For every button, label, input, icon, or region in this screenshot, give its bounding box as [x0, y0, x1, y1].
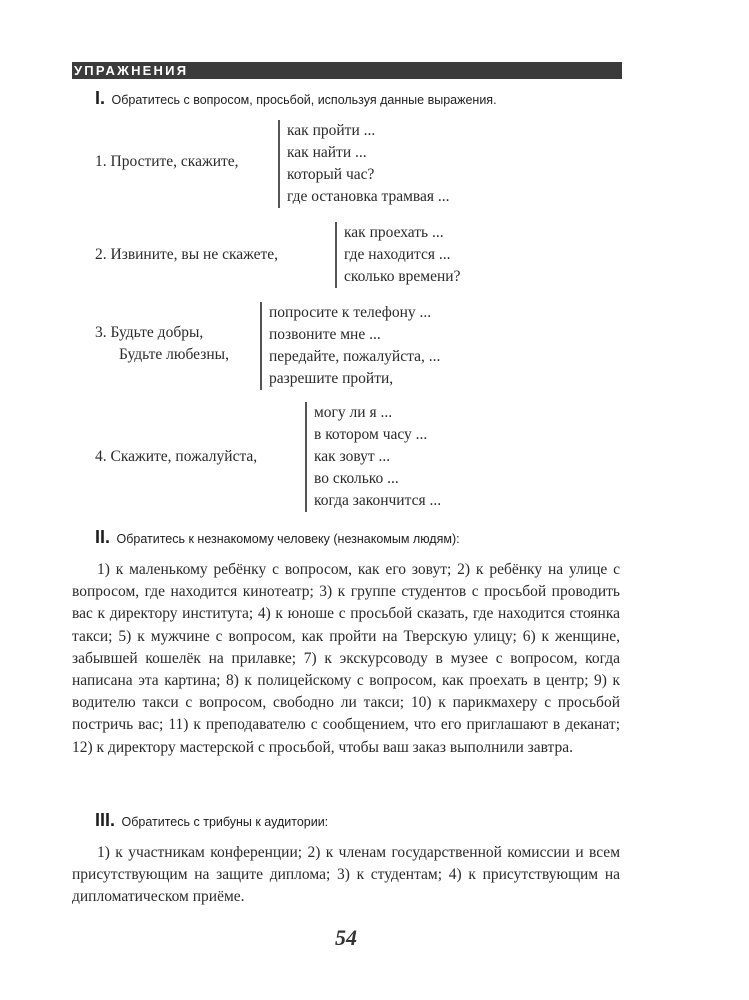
option-item: в котором часу ...: [314, 426, 428, 443]
section-1-roman: I.: [95, 88, 106, 108]
option-item: как найти ...: [287, 144, 367, 161]
section-1-title: [95, 88, 497, 109]
section-2-title-text: Обратитесь к незнакомому человеку (незнакомым людям):: [116, 532, 460, 546]
option-item: передайте, пожалуйста, ...: [269, 348, 441, 365]
option-item: могу ли я ...: [314, 404, 393, 421]
section-2-title: [95, 527, 460, 548]
page-number: 54: [335, 925, 357, 950]
exercise-lead-text: Будьте добры,: [110, 324, 204, 341]
option-item: где находится ...: [344, 246, 451, 263]
option-item: когда закончится ...: [314, 492, 442, 509]
section-2-roman: II.: [95, 527, 111, 547]
exercise-1-options: [278, 120, 450, 208]
option-item: позвоните мне ...: [269, 326, 381, 343]
exercise-4-options: [305, 402, 441, 512]
option-item: сколько времени?: [344, 268, 461, 285]
exercise-lead-text: Извините, вы не скажете,: [110, 246, 279, 263]
exercise-1-lead: [95, 151, 239, 173]
section-3-roman: III.: [95, 810, 116, 830]
exercise-3-lead-2: [119, 344, 229, 366]
option-item: как зовут ...: [314, 448, 391, 465]
exercise-3-options: [260, 302, 440, 390]
option-item: попросите к телефону ...: [269, 304, 432, 321]
option-item: во сколько ...: [314, 470, 399, 487]
exercise-number: 2.: [95, 246, 107, 263]
exercise-number: 4.: [95, 448, 107, 465]
section-1-title-text: Обратитесь с вопросом, просьбой, используя данные выражения.: [111, 93, 497, 107]
section-2-paragraph: 1) к маленькому ребёнку с вопросом, как его зовут; 2) к ребёнку на улице с вопросом, где находится кинотеатр; 3) к группе студентов с просьбой проводить вас к директору института; 4) к юноше с просьбой сказать, где находится стоянка такси; 5) к мужчине с вопросом, как пройти на Тверскую улицу; 6) к женщине, забывшей кошелёк на прилавке; 7) к экскурсоводу в музее с вопросом, когда написана эта картина; 8) к полицейскому с вопросом, как проехать в центр; 9) к водителю такси с вопросом, свободно ли такси; 10) к парикмахеру с просьбой постричь вас; 11) к преподавателю с сообщением, что его приглашают в деканат; 12) к директору мастерской с просьбой, чтобы ваш заказ выполнили завтра.: [72, 561, 620, 756]
exercise-2-options: [335, 222, 460, 288]
exercise-2-lead: [95, 244, 278, 266]
section-header-bar: УПРАЖНЕНИЯ: [72, 62, 622, 79]
option-item: как проехать ...: [344, 224, 444, 241]
section-3-paragraph: 1) к участникам конференции; 2) к членам государственной комиссии и всем присутствующим на защите диплома; 3) к студентам; 4) к присутствующим на дипломатическом приёме.: [72, 844, 620, 906]
exercise-number: 3.: [95, 324, 107, 341]
exercise-4-lead: [95, 446, 257, 468]
option-item: который час?: [287, 166, 375, 183]
section-3-title-text: Обратитесь с трибуны к аудитории:: [121, 815, 329, 829]
section-3-title: [95, 810, 328, 831]
exercise-3-lead: [95, 322, 203, 344]
exercise-lead-text: Будьте любезны,: [119, 346, 229, 363]
option-item: как пройти ...: [287, 122, 376, 139]
exercise-lead-text: Скажите, пожалуйста,: [110, 448, 258, 465]
option-item: где остановка трамвая ...: [287, 188, 450, 205]
exercise-lead-text: Простите, скажите,: [110, 153, 239, 170]
option-item: разрешите пройти,: [269, 370, 394, 387]
exercise-number: 1.: [95, 153, 107, 170]
